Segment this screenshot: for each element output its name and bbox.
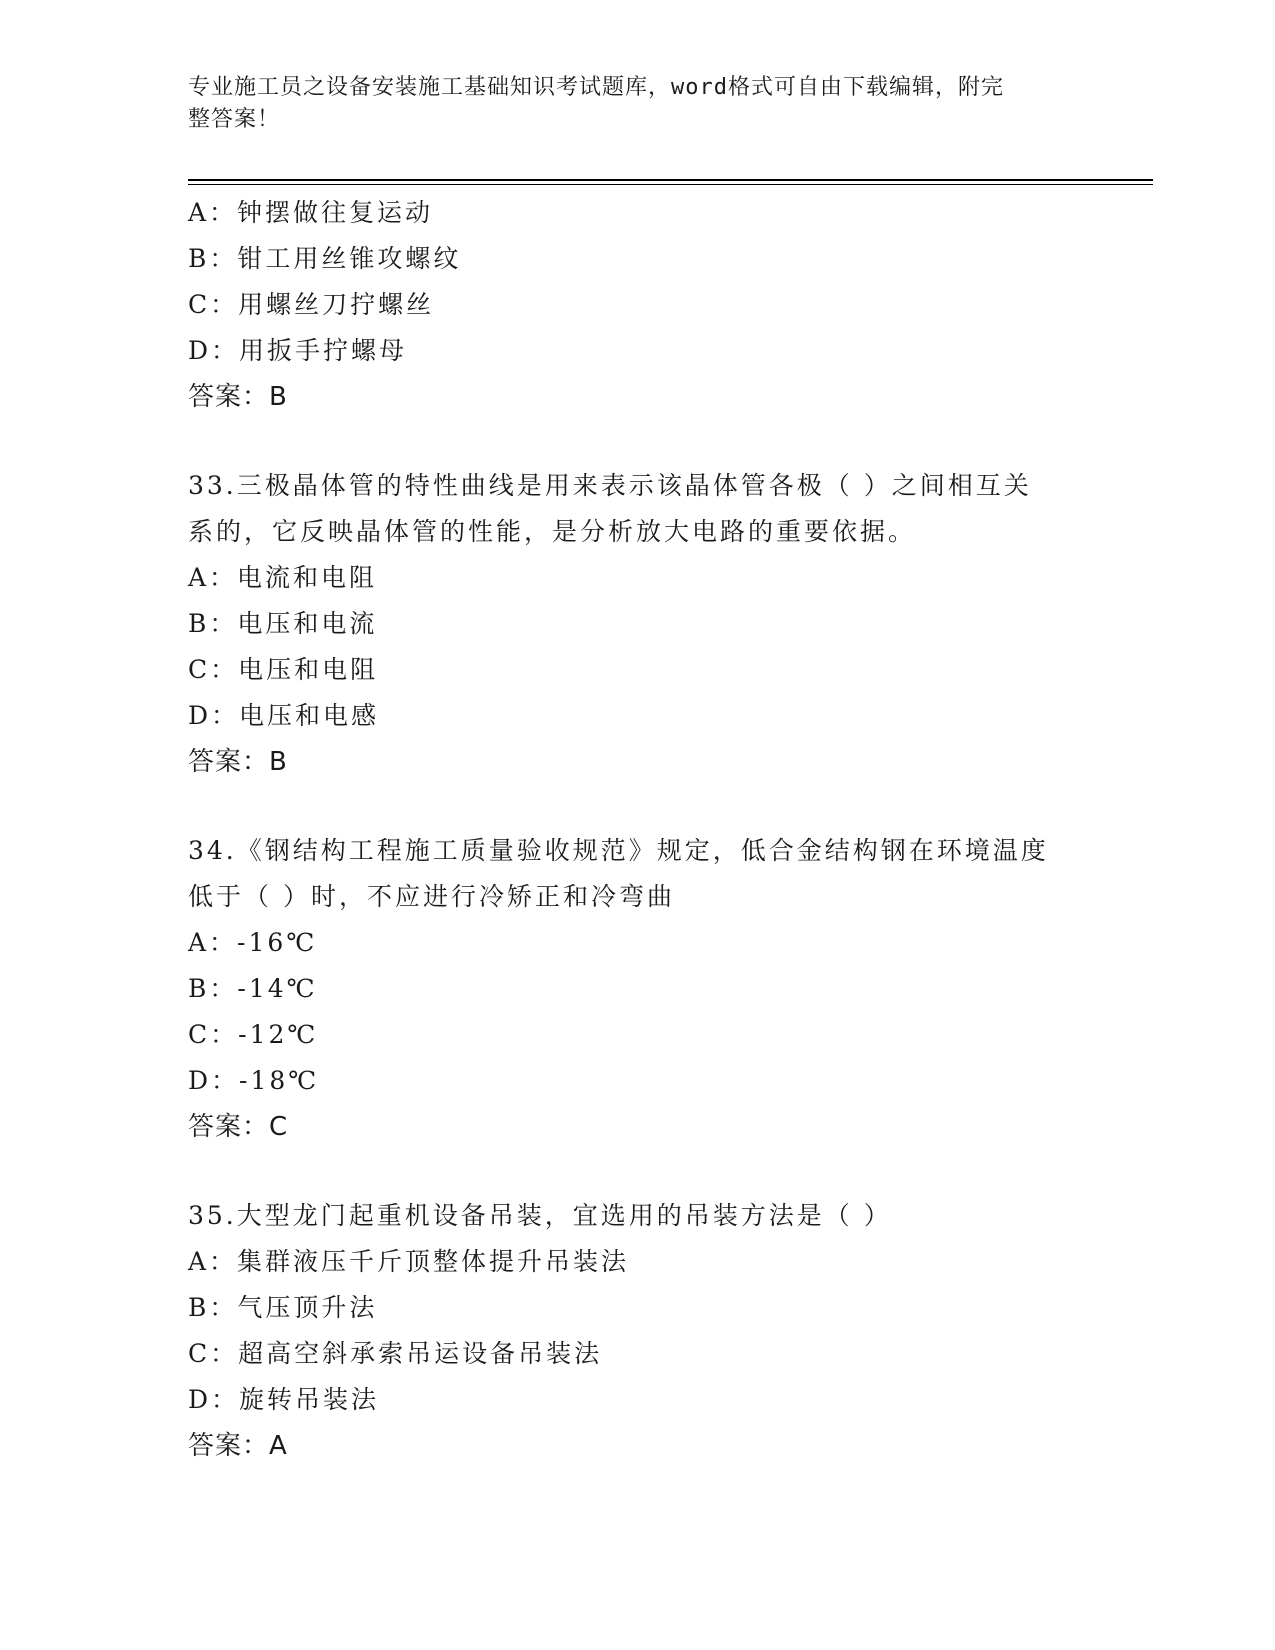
question-stem-line-1: 34.《钢结构工程施工质量验收规范》规定，低合金结构钢在环境温度 [188, 836, 1049, 865]
question-stem-line-1: 33.三极晶体管的特性曲线是用来表示该晶体管各极（ ）之间相互关 [188, 471, 1032, 500]
option-c: C：超高空斜承索吊运设备吊装法 [188, 1339, 603, 1368]
option-c: C：电压和电阻 [188, 655, 379, 684]
question-stem-line-2: 低于（ ）时，不应进行冷矫正和冷弯曲 [188, 882, 675, 911]
option-d: D：旋转吊装法 [188, 1385, 380, 1414]
option-a: A：电流和电阻 [188, 563, 378, 592]
question-stem-line-1: 35.大型龙门起重机设备吊装，宜选用的吊装方法是（ ） [188, 1201, 892, 1230]
option-b: B：钳工用丝锥攻螺纹 [188, 244, 462, 273]
document-header [188, 72, 1068, 136]
question-stem-line-2: 系的，它反映晶体管的性能，是分析放大电路的重要依据。 [188, 517, 917, 546]
question-block-35 [188, 1193, 1088, 1469]
answer: 答案：A [188, 1431, 288, 1461]
header-rule-thick [188, 179, 1153, 181]
question-list [188, 190, 1088, 1469]
question-block-34 [188, 828, 1088, 1150]
option-a: A：钟摆做往复运动 [188, 198, 434, 227]
question-block-33 [188, 463, 1088, 785]
option-c: C：-12℃ [188, 1020, 319, 1049]
option-b: B：电压和电流 [188, 609, 378, 638]
answer: 答案：B [188, 382, 288, 412]
question-block-partial [188, 190, 1088, 420]
header-title-line-1: 专业施工员之设备安装施工基础知识考试题库，word格式可自由下载编辑，附完 [188, 75, 1004, 100]
option-a: A：-16℃ [188, 928, 318, 957]
header-rule-thin [188, 184, 1153, 185]
header-title-line-2: 整答案！ [188, 107, 281, 132]
option-d: D：-18℃ [188, 1066, 320, 1095]
option-b: B：气压顶升法 [188, 1293, 378, 1322]
option-c: C：用螺丝刀拧螺丝 [188, 290, 435, 319]
option-d: D：电压和电感 [188, 701, 380, 730]
answer: 答案：B [188, 747, 288, 777]
option-a: A：集群液压千斤顶整体提升吊装法 [188, 1247, 630, 1276]
option-b: B：-14℃ [188, 974, 318, 1003]
option-d: D：用扳手拧螺母 [188, 336, 408, 365]
answer: 答案：C [188, 1112, 289, 1142]
